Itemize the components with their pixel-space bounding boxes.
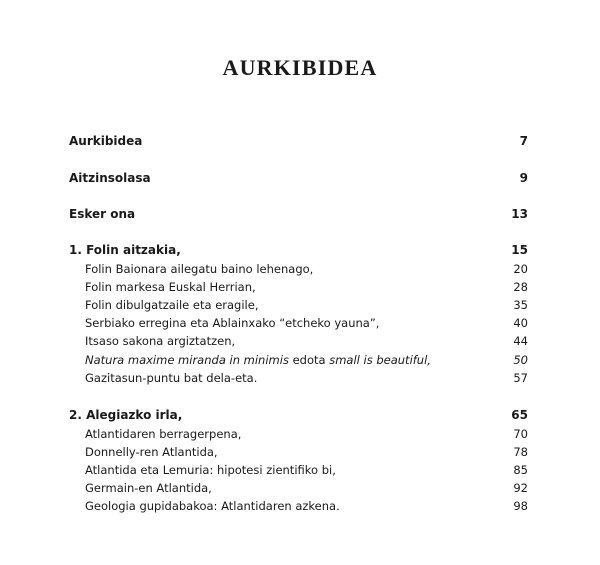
toc-entry-page: 13	[511, 207, 528, 221]
toc-subentry[interactable]	[69, 369, 528, 387]
toc-subentry-page: 28	[513, 280, 528, 294]
toc-entry-page: 9	[519, 171, 528, 185]
toc-subentry-label	[85, 351, 431, 369]
toc-subentry[interactable]	[69, 296, 528, 314]
toc-chapter-page: 65	[511, 408, 528, 422]
toc-subentry[interactable]	[69, 278, 528, 296]
toc-subentry-page: 35	[513, 298, 528, 312]
toc-subentry[interactable]	[69, 332, 528, 350]
toc-subentry-label: Serbiako erregina eta Ablainxako “etcheko yauna”,	[85, 316, 380, 330]
toc-entry-label: Aurkibidea	[69, 134, 143, 148]
toc-subentry-page: 44	[513, 334, 528, 348]
toc-entry-esker-ona[interactable]	[69, 205, 528, 223]
toc-subentry-label: Atlantidaren berragerpena,	[85, 427, 242, 441]
toc-subentry-page: 70	[513, 427, 528, 441]
toc-chapter-1[interactable]	[69, 241, 528, 259]
toc-subentry[interactable]	[69, 314, 528, 332]
toc-subentry[interactable]	[69, 351, 528, 369]
toc-subentry[interactable]	[69, 425, 528, 443]
toc-subentry-page: 98	[513, 499, 528, 513]
toc-subentry-label: Itsaso sakona argiztatzen,	[85, 334, 236, 348]
toc-subentry-label: Atlantida eta Lemuria: hipotesi zientifiko bi,	[85, 463, 336, 477]
toc-subentry-page: 40	[513, 316, 528, 330]
toc-subentry-label-connector: edota	[288, 353, 330, 367]
toc-subentry-page: 85	[513, 463, 528, 477]
toc-subentry[interactable]	[69, 461, 528, 479]
toc-subentry[interactable]	[69, 497, 528, 515]
toc-entry-label: Esker ona	[69, 207, 136, 221]
toc-subentry-label: Donnelly-ren Atlantida,	[85, 445, 218, 459]
toc-subentry-page: 20	[513, 262, 528, 276]
toc-subentry-page: 92	[513, 481, 528, 495]
toc-subentry[interactable]	[69, 260, 528, 278]
toc-subentry-page: 78	[513, 445, 528, 459]
toc-subentry-label-italic: Natura maxime miranda in minimis	[85, 353, 289, 367]
toc-subentry[interactable]	[69, 443, 528, 461]
toc-chapter-label: 1. Folin aitzakia,	[69, 243, 181, 257]
toc-subentry-label: Geologia gupidabakoa: Atlantidaren azkena.	[85, 499, 340, 513]
toc-chapter-page: 15	[511, 243, 528, 257]
toc-subentry-label: Germain-en Atlantida,	[85, 481, 212, 495]
toc-subentry-label: Folin markesa Euskal Herrian,	[85, 280, 256, 294]
toc-subentry-label-italic: small is beautiful,	[329, 353, 431, 367]
toc-subentry-label: Folin Baionara ailegatu baino lehenago,	[85, 262, 314, 276]
toc-entry-label: Aitzinsolasa	[69, 171, 151, 185]
toc-entry-page: 7	[519, 134, 528, 148]
toc-entry-aitzinsolasa[interactable]	[69, 169, 528, 187]
toc-chapter-label: 2. Alegiazko irla,	[69, 408, 183, 422]
toc-subentry-page: 50	[513, 353, 528, 367]
toc-entry-aurkibidea[interactable]	[69, 132, 528, 150]
page-title: AURKIBIDEA	[222, 55, 378, 80]
toc-subentry-label: Gazitasun-puntu bat dela-eta.	[85, 371, 258, 385]
toc-chapter-2[interactable]	[69, 406, 528, 424]
toc-subentry-page: 57	[513, 371, 528, 385]
toc-subentry[interactable]	[69, 479, 528, 497]
toc-subentry-label: Folin dibulgatzaile eta eragile,	[85, 298, 259, 312]
